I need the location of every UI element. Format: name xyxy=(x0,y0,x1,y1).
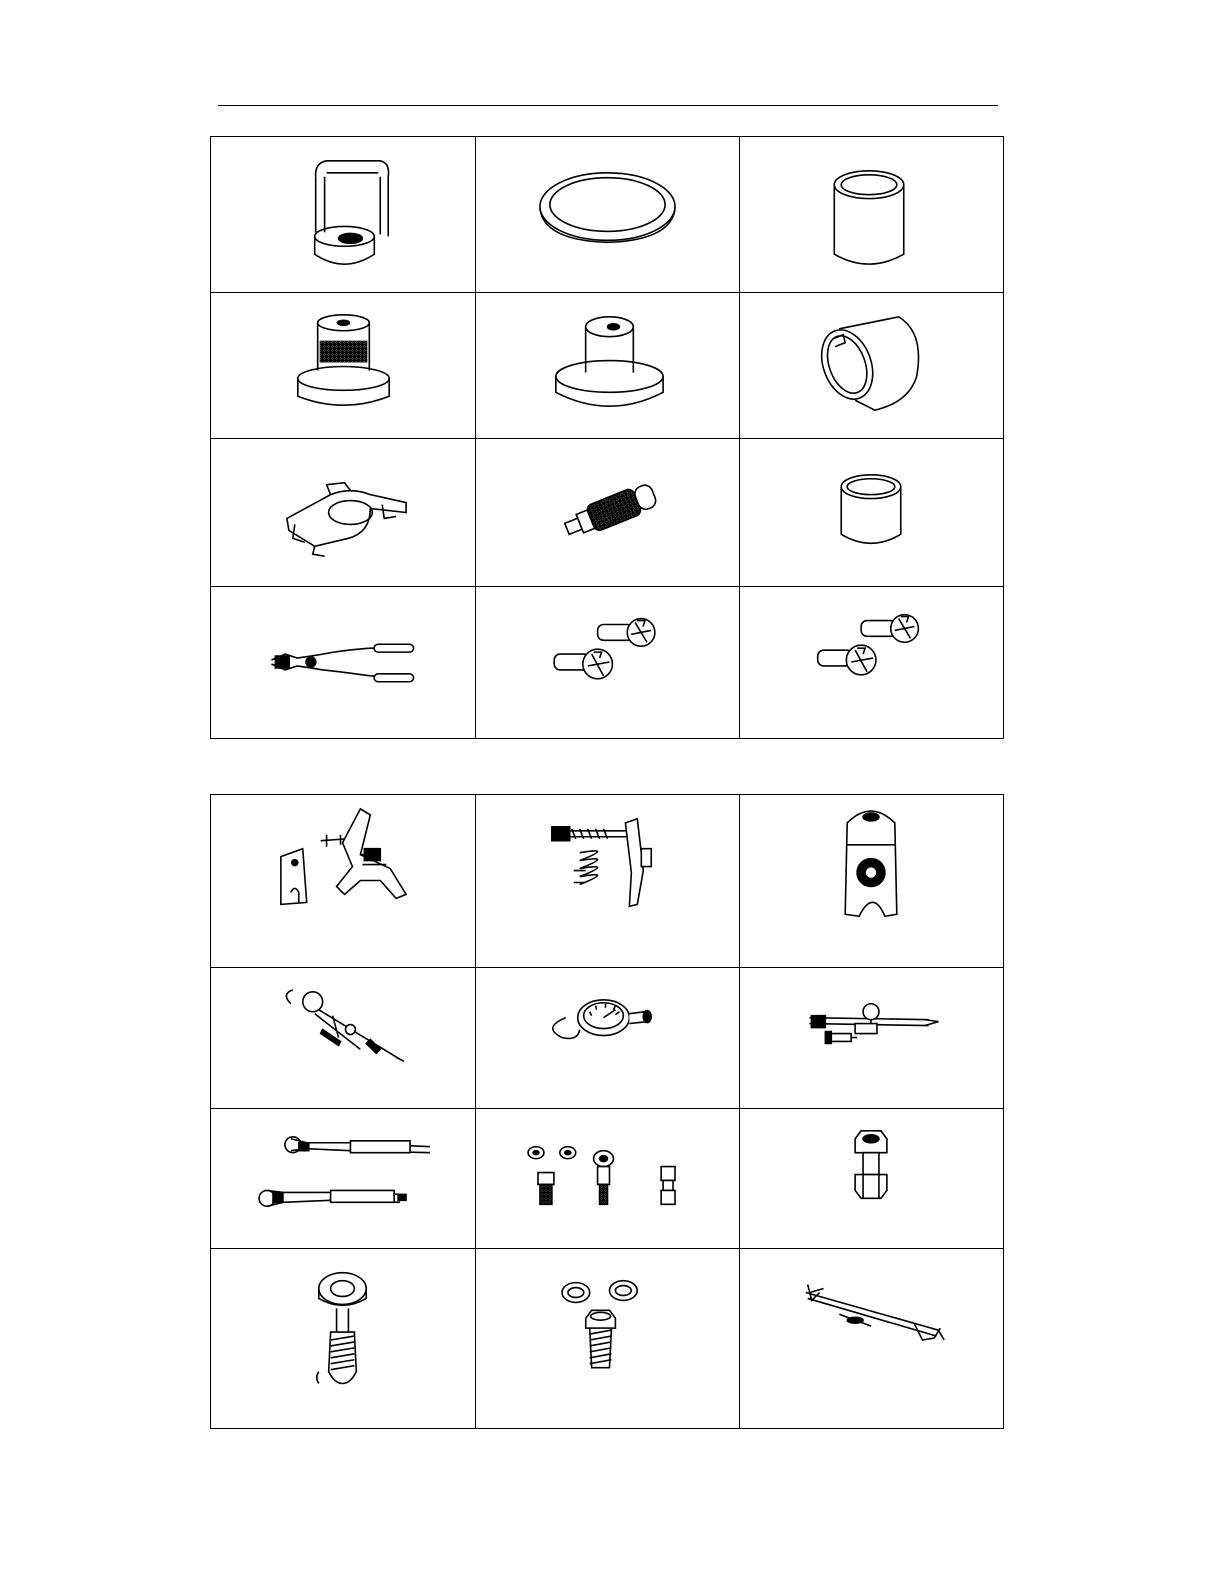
ring-gasket-icon xyxy=(476,137,739,292)
spring-compressor-icon xyxy=(476,795,739,967)
split-clamp-plate-icon xyxy=(211,439,475,586)
wing-bolt-pair-icon xyxy=(740,587,1003,738)
tool-grid-upper xyxy=(210,136,1004,739)
tool-grid-lower xyxy=(210,794,1004,1429)
sleeve-cylinder-icon xyxy=(740,137,1003,292)
valve-lifter-stand-icon xyxy=(211,137,475,292)
tool-cell xyxy=(740,439,1003,587)
tool-cell xyxy=(476,137,740,293)
tool-cell xyxy=(476,1249,740,1428)
tool-cell xyxy=(740,293,1003,439)
tool-cell xyxy=(740,587,1003,738)
tool-cell xyxy=(740,795,1003,968)
short-sleeve-icon xyxy=(740,439,1003,586)
knurled-base-adapter-icon xyxy=(211,293,475,438)
tool-cell xyxy=(476,1109,740,1249)
valve-adapter-line-icon xyxy=(740,968,1003,1108)
hose-pair-icon xyxy=(211,1109,475,1248)
tool-cell xyxy=(211,795,476,968)
tool-cell xyxy=(740,137,1003,293)
tool-cell xyxy=(740,1249,1003,1428)
tool-cell xyxy=(476,439,740,587)
header-rule xyxy=(218,105,998,106)
pressure-gauge-icon xyxy=(476,968,739,1108)
tool-cell xyxy=(740,968,1003,1109)
tool-cell xyxy=(476,293,740,439)
circlip-pliers-icon xyxy=(211,587,475,738)
tool-cell xyxy=(211,293,476,439)
banjo-bolt-icon xyxy=(211,1249,475,1428)
banjo-fitting-set-icon xyxy=(476,1109,739,1248)
tool-cell xyxy=(476,795,740,968)
tool-cell xyxy=(211,137,476,293)
wing-bolt-pair-icon xyxy=(476,587,739,738)
tool-cell xyxy=(211,968,476,1109)
tool-cell xyxy=(740,1109,1003,1249)
tool-cell xyxy=(211,1109,476,1249)
tool-cell xyxy=(211,439,476,587)
holding-bracket-icon xyxy=(740,795,1003,967)
tool-cell xyxy=(476,968,740,1109)
injector-puller-clamp-icon xyxy=(211,795,475,967)
rod-tool-icon xyxy=(740,1249,1003,1428)
tool-cell xyxy=(211,1249,476,1428)
slotted-sleeve-icon xyxy=(740,293,1003,438)
tool-cell xyxy=(211,587,476,738)
washer-bolt-set-icon xyxy=(476,1249,739,1428)
tool-cell xyxy=(476,587,740,738)
knurled-handle-driver-icon xyxy=(476,439,739,586)
gauge-hose-assembly-icon xyxy=(211,968,475,1108)
union-nut-pair-icon xyxy=(740,1109,1003,1248)
flanged-adapter-icon xyxy=(476,293,739,438)
